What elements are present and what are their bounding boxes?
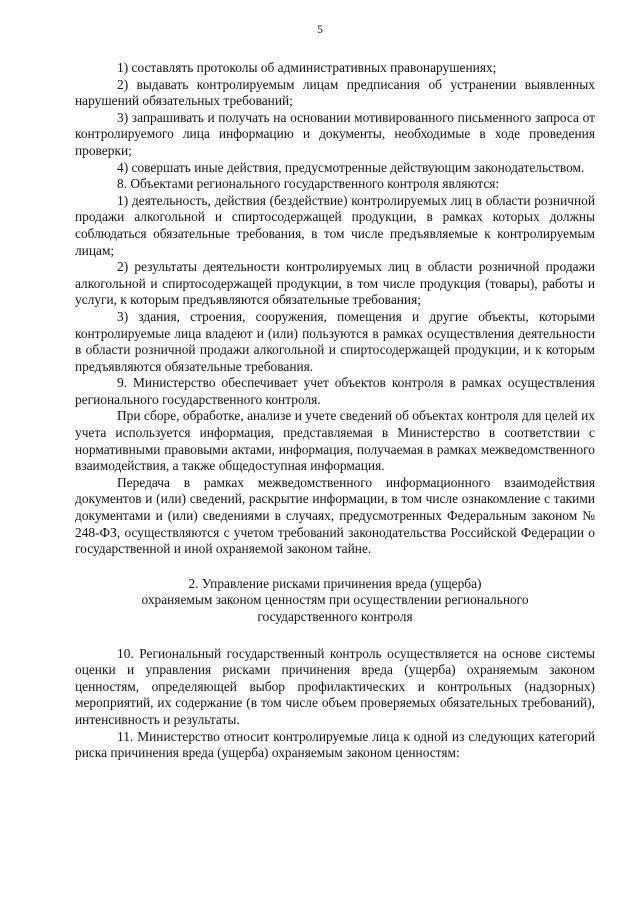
section-heading-line: государственного контроля — [257, 609, 413, 624]
paragraph: 9. Министерство обеспечивает учет объектов контроля в рамках осуществления регионального государственного контроля. — [75, 375, 595, 407]
page-number: 5 — [317, 24, 323, 36]
paragraph: 3) здания, строения, сооружения, помещения и другие объекты, которыми контролируемые лица владеют и (или) пользуются в рамках осуществления деятельности в области розничной продажи алкогольной и спиртосодержащей продукции, и к которым предъявляются обязательные требования. — [75, 308, 595, 374]
paragraph: 3) запрашивать и получать на основании мотивированного письменного запроса от контролируемого лица информацию и документы, необходимые в ходе проведения проверки; — [75, 109, 595, 158]
paragraph: 4) совершать иные действия, предусмотренные действующим законодательством. — [117, 159, 585, 175]
paragraph: 11. Министерство относит контролируемые лица к одной из следующих категорий риска причинения вреда (ущерба) охраняемым законом ценностям: — [75, 728, 595, 761]
section-heading — [75, 576, 595, 626]
paragraph: 2) результаты деятельности контролируемых лиц в области розничной продажи алкогольной и спиртосодержащей продукции, в том числе продукция (товары), работы и услуги, к которым предъявляются обязательные требования; — [75, 259, 595, 308]
spacer — [75, 558, 595, 576]
paragraph: 2) выдавать контролируемым лицам предписания об устранении выявленных нарушений обязательных требований; — [75, 76, 595, 109]
paragraph: Передача в рамках межведомственного информационного взаимодействия документов и (или) сведений, раскрытие информации, в том числе ознакомление с такими документами и (или) сведениями в случаях, предусмотренных Федеральным законом № 248-ФЗ, осуществляются с учетом требований законодательства Российской Федерации о государственной и иной охраняемой законом тайне. — [75, 474, 595, 557]
document-body — [75, 60, 595, 762]
paragraph: 10. Региональный государственный контроль осуществляется на основе системы оценки и управления рисками причинения вреда (ущерба) охраняемым законом ценностям, определяющей выбор профилактических и контрольных (надзорных) мероприятий, их содержание (в том числе объем проверяемых обязательных требований), интенсивность и результаты. — [75, 645, 595, 727]
paragraph: 1) деятельность, действия (бездействие) контролируемых лиц в области розничной продажи алкогольной и спиртосодержащей продукции, в рамках которых должны соблюдаться обязательные требования, в том числе предъявляемые к контролируемым лицам; — [75, 192, 595, 258]
section-heading-line: 2. Управление рисками причинения вреда (ущерба) — [188, 575, 482, 591]
paragraph: При сборе, обработке, анализе и учете сведений об объектах контроля для целей их учета используется информация, представляемая в Министерство в соответствии с нормативными правовыми актами, информация, получаемая в рамках межведомственного взаимодействия, а также общедоступная информация. — [75, 408, 595, 474]
paragraph: 1) составлять протоколы об административных правонарушениях; — [117, 60, 497, 75]
section-heading-line: охраняемым законом ценностям при осуществлении регионального — [141, 592, 529, 608]
paragraph: 8. Объектами регионального государственного контроля являются: — [117, 176, 500, 192]
spacer — [75, 626, 595, 646]
